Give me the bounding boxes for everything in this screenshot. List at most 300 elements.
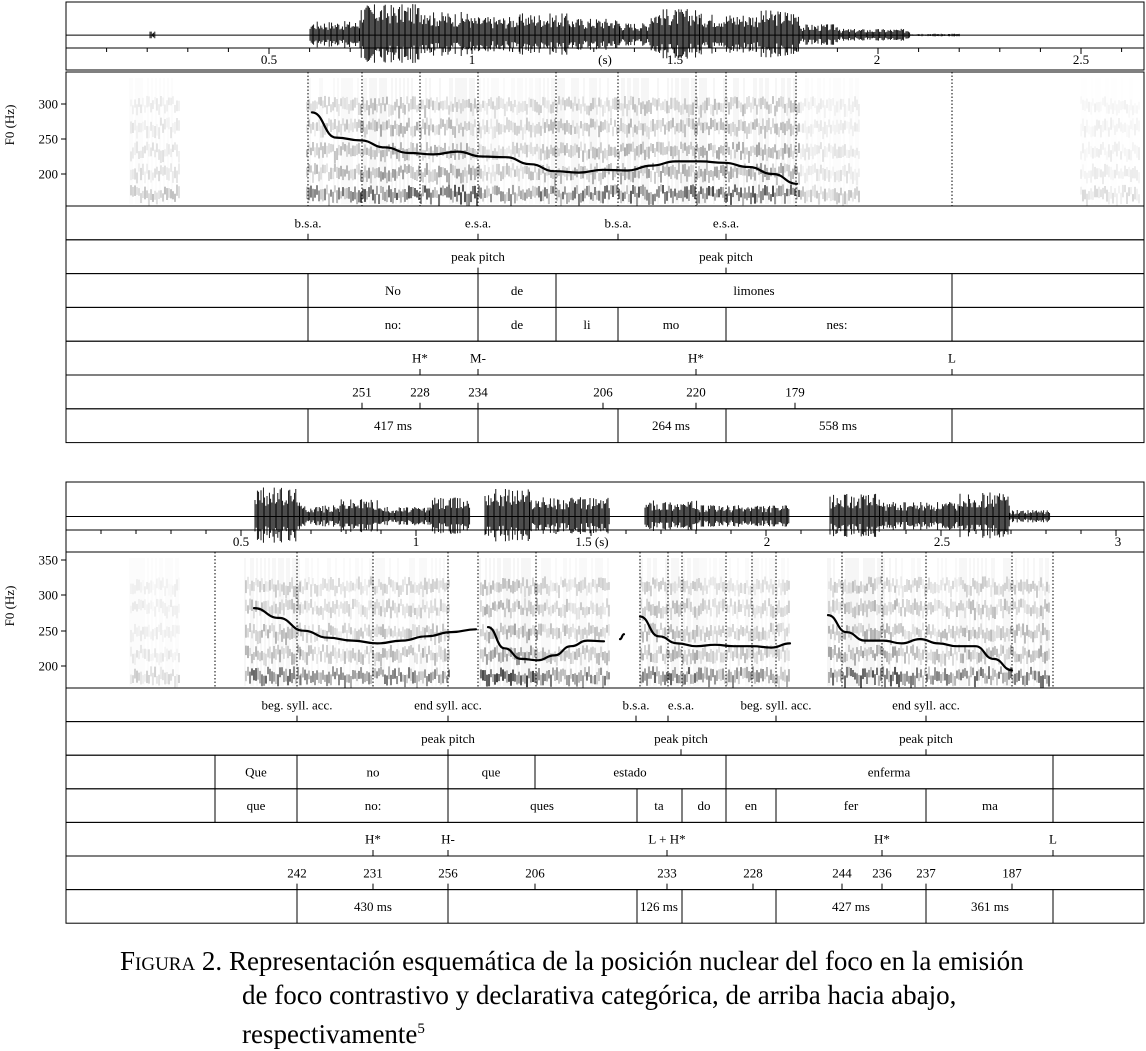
- spectral-band: [1102, 188, 1104, 200]
- spectral-band: [904, 674, 906, 686]
- spectral-band: [360, 170, 362, 182]
- spectral-band: [602, 171, 604, 179]
- spectral-band: [364, 624, 366, 632]
- spectral-band: [1136, 105, 1138, 113]
- spectral-band: [660, 120, 662, 132]
- spectral-band: [814, 119, 816, 128]
- spectral-band: [742, 584, 744, 593]
- spectral-band: [1028, 673, 1030, 681]
- spectral-band: [174, 194, 176, 202]
- caption-label: Figura 2.: [120, 946, 223, 976]
- spectral-band: [326, 185, 328, 195]
- spectral-band: [302, 650, 304, 660]
- spectral-band: [1036, 671, 1038, 682]
- spectral-band: [1108, 127, 1110, 137]
- spectral-band: [772, 96, 774, 104]
- spectral-band: [316, 165, 318, 174]
- spectral-band: [1000, 666, 1002, 674]
- spectral-band: [354, 169, 356, 180]
- tier-frame: [66, 409, 1144, 443]
- caption-line-2: de foco contrastivo y declarativa categórica, de arriba hacia abajo,: [242, 980, 957, 1010]
- tier-row: [66, 822, 1144, 856]
- spectral-band: [560, 632, 562, 644]
- spectral-band: [482, 624, 484, 636]
- spectral-band: [802, 144, 804, 157]
- spectral-band: [416, 170, 418, 181]
- tier-label: 417 ms: [374, 418, 412, 434]
- spectral-band: [932, 605, 934, 612]
- spectral-band: [604, 186, 606, 199]
- spectral-band: [660, 675, 662, 686]
- spectral-band: [1088, 191, 1090, 200]
- spectral-band: [654, 148, 656, 157]
- spectral-band: [604, 651, 606, 663]
- tier-row: [66, 688, 1144, 722]
- spectral-band: [428, 646, 430, 655]
- time-tick-label: 0.5: [232, 534, 250, 549]
- spectral-band: [568, 149, 570, 157]
- spectral-band: [388, 104, 390, 117]
- spectral-band: [1108, 144, 1110, 157]
- spectral-band: [404, 607, 406, 619]
- spectral-band: [772, 147, 774, 158]
- tier-row: [66, 409, 1144, 443]
- spectral-band: [1000, 599, 1002, 611]
- tier-label: peak pitch: [899, 730, 953, 746]
- spectral-band: [428, 674, 430, 682]
- tier-frame: [66, 240, 1144, 274]
- spectral-band: [580, 104, 582, 114]
- spectral-band: [580, 193, 582, 203]
- spectral-band: [394, 652, 396, 661]
- spectral-band: [406, 584, 408, 595]
- tier-row: [66, 722, 1144, 756]
- spectral-band: [930, 650, 932, 661]
- spectral-band: [302, 586, 304, 594]
- spectral-band: [1132, 168, 1134, 178]
- spectral-band: [364, 607, 366, 617]
- spectral-band: [778, 150, 780, 159]
- spectral-band: [1092, 148, 1094, 159]
- spectral-band: [664, 192, 666, 204]
- spectral-band: [728, 124, 730, 134]
- spectral-band: [934, 667, 936, 680]
- spectral-band: [710, 143, 712, 150]
- tier-frame: [66, 755, 1144, 789]
- spectral-band: [538, 668, 540, 680]
- spectral-band: [1028, 605, 1030, 614]
- tier-label: 206: [525, 865, 545, 881]
- tier-label: ta: [654, 798, 664, 814]
- spectral-band: [922, 676, 924, 688]
- time-tick-label: 3: [1114, 534, 1122, 549]
- spectral-band: [906, 599, 908, 612]
- spectral-band: [800, 164, 802, 176]
- spectral-band: [1088, 171, 1090, 178]
- spectral-band: [898, 603, 900, 614]
- spectral-band: [708, 98, 710, 106]
- spectral-band: [948, 580, 950, 593]
- spectral-band: [740, 625, 742, 635]
- spectral-band: [1034, 671, 1036, 681]
- spectral-band: [650, 103, 652, 114]
- spectral-band: [324, 652, 326, 662]
- spectral-band: [826, 125, 828, 137]
- spectral-band: [1124, 148, 1126, 157]
- spectral-band: [354, 146, 356, 157]
- spectral-band: [618, 189, 620, 199]
- spectral-band: [428, 579, 430, 590]
- spectral-band: [952, 581, 954, 589]
- spectral-band: [718, 189, 720, 198]
- spectral-band: [324, 579, 326, 588]
- tier-label: H*: [365, 831, 381, 847]
- spectral-band: [1018, 583, 1020, 591]
- spectral-band: [740, 583, 742, 593]
- spectral-band: [1048, 585, 1050, 594]
- spectral-band: [800, 125, 802, 133]
- spectral-band: [730, 193, 732, 205]
- spectral-band: [1134, 103, 1136, 113]
- spectral-band: [1136, 146, 1138, 158]
- spectral-band: [432, 151, 434, 163]
- spectral-band: [476, 167, 478, 177]
- spectral-band: [404, 577, 406, 586]
- spectral-band: [662, 118, 664, 126]
- spectral-band: [320, 584, 322, 596]
- spectral-band: [558, 672, 560, 684]
- spectral-band: [314, 673, 316, 685]
- spectral-band: [446, 187, 448, 198]
- spectral-band: [658, 601, 660, 613]
- spectral-band: [1102, 121, 1104, 132]
- tier-label: peak pitch: [451, 249, 505, 265]
- tier-label: 126 ms: [640, 898, 678, 914]
- spectral-band: [988, 608, 990, 621]
- spectral-band: [748, 151, 750, 163]
- spectral-band: [614, 185, 616, 195]
- spectral-band: [1132, 142, 1134, 151]
- spectral-band: [892, 604, 894, 612]
- spectral-band: [572, 603, 574, 613]
- spectral-band: [1134, 145, 1136, 154]
- spectral-band: [1000, 645, 1002, 656]
- spectral-band: [506, 192, 508, 201]
- spectral-band: [908, 580, 910, 590]
- spectral-band: [414, 126, 416, 137]
- tier-label: 220: [686, 384, 706, 400]
- spectral-band: [340, 584, 342, 595]
- tier-frame: [66, 856, 1144, 890]
- spectral-band: [1020, 580, 1022, 592]
- spectral-band: [658, 671, 660, 684]
- spectral-band: [1134, 166, 1136, 178]
- spectral-band: [922, 579, 924, 589]
- tier-label: de: [510, 316, 524, 332]
- spectral-band: [612, 127, 614, 137]
- spectral-band: [650, 192, 652, 204]
- spectral-band: [778, 186, 780, 197]
- tier-label: 244: [832, 865, 852, 881]
- spectral-band: [886, 605, 888, 615]
- tier-label: H*: [412, 350, 428, 366]
- tier-label: 236: [872, 865, 892, 881]
- spectral-band: [934, 599, 936, 612]
- spectral-band: [798, 173, 800, 185]
- spectral-band: [612, 186, 614, 198]
- spectral-band: [740, 647, 742, 660]
- tier-label: nes:: [826, 316, 848, 332]
- tier-label: fer: [843, 798, 859, 814]
- f0-tick-label: 350: [38, 552, 58, 568]
- spectral-band: [586, 186, 588, 195]
- spectral-band: [778, 600, 780, 613]
- spectral-band: [662, 606, 664, 618]
- spectral-band: [742, 647, 744, 656]
- spectral-band: [388, 170, 390, 181]
- tier-label: H-: [441, 831, 455, 847]
- spectral-band: [836, 653, 838, 662]
- spectral-band: [566, 193, 568, 204]
- tier-frame: [66, 307, 1144, 341]
- spectral-band: [364, 674, 366, 683]
- spectral-band: [324, 599, 326, 611]
- f0-axis-label: F0 (Hz): [2, 585, 17, 627]
- spectral-band: [892, 672, 894, 682]
- spectral-band: [538, 624, 540, 635]
- spectral-band: [1028, 584, 1030, 594]
- spectral-band: [247, 646, 249, 658]
- spectral-band: [1088, 126, 1090, 135]
- spectral-band: [588, 607, 590, 614]
- spectral-band: [560, 669, 562, 681]
- spectral-band: [432, 101, 434, 111]
- tier-label: e.s.a.: [712, 215, 740, 231]
- spectral-band: [730, 167, 732, 179]
- spectral-band: [322, 578, 324, 590]
- spectral-band: [247, 577, 249, 589]
- spectral-band: [904, 607, 906, 616]
- spectral-band: [658, 646, 660, 653]
- tier-label: do: [697, 798, 711, 814]
- spectral-band: [314, 163, 316, 174]
- spectral-band: [988, 666, 990, 679]
- spectral-band: [718, 121, 720, 134]
- spectral-band: [316, 102, 318, 109]
- tier-label: li: [583, 316, 591, 332]
- spectral-band: [948, 608, 950, 619]
- spectral-band: [1018, 671, 1020, 681]
- spectral-band: [922, 623, 924, 631]
- spectral-band: [716, 167, 718, 178]
- spectral-band: [422, 100, 424, 110]
- spectral-band: [416, 190, 418, 197]
- spectral-band: [906, 631, 908, 639]
- spectral-band: [720, 103, 722, 112]
- spectral-band: [838, 631, 840, 643]
- tier-label: peak pitch: [699, 249, 753, 265]
- spectral-band: [1034, 584, 1036, 591]
- tier-label: mo: [662, 316, 680, 332]
- spectral-band: [588, 583, 590, 593]
- spectrogram: [2, 552, 1144, 689]
- spectral-band: [324, 165, 326, 173]
- spectral-band: [328, 193, 330, 205]
- panel-2: [2, 482, 1144, 923]
- spectral-band: [1136, 170, 1138, 181]
- tier-label: 427 ms: [832, 898, 870, 914]
- spectral-band: [174, 122, 176, 134]
- spectral-band: [772, 118, 774, 128]
- spectral-band: [402, 675, 404, 682]
- caption-footnote: 5: [417, 1021, 425, 1037]
- spectral-band: [748, 186, 750, 198]
- spectral-band: [802, 103, 804, 111]
- tier-label: 228: [743, 865, 763, 881]
- spectral-band: [662, 671, 664, 681]
- spectral-band: [996, 625, 998, 638]
- f0-tick-label: 300: [38, 96, 58, 112]
- spectral-band: [322, 670, 324, 680]
- tier-label: L: [1049, 831, 1057, 847]
- spectral-band: [566, 120, 568, 132]
- spectral-band: [434, 101, 436, 113]
- spectral-band: [998, 599, 1000, 607]
- spectral-band: [748, 123, 750, 134]
- spectral-band: [610, 106, 612, 118]
- spectral-band: [740, 667, 742, 676]
- spectral-band: [558, 608, 560, 616]
- spectral-band: [740, 119, 742, 130]
- tier-label: 251: [352, 384, 372, 400]
- spectral-band: [664, 147, 666, 155]
- spectral-band: [446, 97, 448, 110]
- spectral-band: [1020, 669, 1022, 678]
- spectral-band: [1122, 172, 1124, 179]
- spectral-band: [904, 585, 906, 592]
- spectral-band: [730, 97, 732, 109]
- tier-frame: [66, 688, 1144, 722]
- spectral-band: [572, 651, 574, 664]
- spectral-band: [532, 671, 534, 682]
- spectral-band: [1034, 630, 1036, 638]
- tier-row: [66, 375, 1144, 409]
- spectral-band: [892, 578, 894, 586]
- tier-row: [66, 341, 1144, 375]
- spectral-band: [506, 163, 508, 175]
- spectral-band: [532, 578, 534, 587]
- spectral-band: [1036, 586, 1038, 598]
- spectral-band: [176, 101, 178, 112]
- spectral-band: [654, 172, 656, 184]
- spectral-band: [508, 166, 510, 177]
- spectral-band: [904, 652, 906, 663]
- spectral-band: [660, 646, 662, 654]
- spectral-band: [1048, 676, 1050, 687]
- spectral-band: [176, 145, 178, 157]
- spectral-band: [846, 121, 848, 128]
- spectral-band: [728, 172, 730, 183]
- spectral-band: [324, 675, 326, 682]
- spectral-band: [442, 119, 444, 127]
- spectral-band: [660, 623, 662, 630]
- spectral-band: [886, 623, 888, 633]
- spectral-band: [1136, 118, 1138, 131]
- spectral-band: [1138, 121, 1140, 132]
- panel-1: [2, 2, 1144, 443]
- spectral-band: [740, 188, 742, 198]
- spectral-band: [662, 578, 664, 585]
- spectral-band: [508, 120, 510, 132]
- spectral-band: [1092, 164, 1094, 177]
- spectral-band: [950, 599, 952, 612]
- spectral-band: [708, 186, 710, 196]
- tier-label: 242: [287, 865, 307, 881]
- spectral-band: [352, 583, 354, 591]
- spectral-band: [330, 144, 332, 153]
- spectral-band: [320, 673, 322, 685]
- spectral-band: [710, 104, 712, 114]
- tier-label: Que: [245, 764, 267, 780]
- spectral-band: [482, 670, 484, 680]
- caption-line-3: respectivamente: [242, 1019, 418, 1049]
- spectral-band: [566, 143, 568, 153]
- spectral-band: [770, 148, 772, 158]
- spectral-band: [388, 185, 390, 197]
- spectral-band: [838, 602, 840, 614]
- spectral-band: [552, 668, 554, 676]
- spectral-band: [660, 184, 662, 191]
- spectral-band: [948, 651, 950, 660]
- spectral-band: [612, 147, 614, 155]
- spectral-band: [1102, 171, 1104, 184]
- tier-label: en: [744, 798, 758, 814]
- spectral-band: [434, 126, 436, 136]
- spectral-band: [1124, 166, 1126, 177]
- spectral-band: [340, 654, 342, 662]
- spectral-band: [446, 170, 448, 182]
- tier-label: 558 ms: [819, 418, 857, 434]
- spectral-band: [560, 577, 562, 585]
- spectral-band: [566, 99, 568, 107]
- spectral-band: [898, 623, 900, 634]
- spectral-band: [402, 647, 404, 655]
- spectral-band: [178, 120, 180, 131]
- spectral-band: [716, 150, 718, 158]
- spectral-band: [778, 623, 780, 636]
- spectral-band: [340, 631, 342, 642]
- spectral-band: [414, 172, 416, 180]
- spectral-band: [144, 172, 146, 184]
- spectral-band: [340, 667, 342, 680]
- spectral-band: [660, 142, 662, 154]
- spectral-band: [710, 187, 712, 196]
- spectral-band: [300, 649, 302, 656]
- spectral-band: [322, 608, 324, 620]
- spectral-band: [908, 600, 910, 613]
- spectral-band: [836, 625, 838, 635]
- spectral-band: [728, 102, 730, 114]
- spectral-band: [328, 118, 330, 126]
- spectral-band: [1126, 169, 1128, 176]
- spectral-band: [1034, 651, 1036, 661]
- time-tick-label: 2: [763, 534, 771, 549]
- spectral-band: [444, 143, 446, 153]
- spectral-band: [552, 605, 554, 614]
- spectral-band: [1138, 102, 1140, 110]
- tier-label: 430 ms: [354, 898, 392, 914]
- spectral-band: [442, 167, 444, 175]
